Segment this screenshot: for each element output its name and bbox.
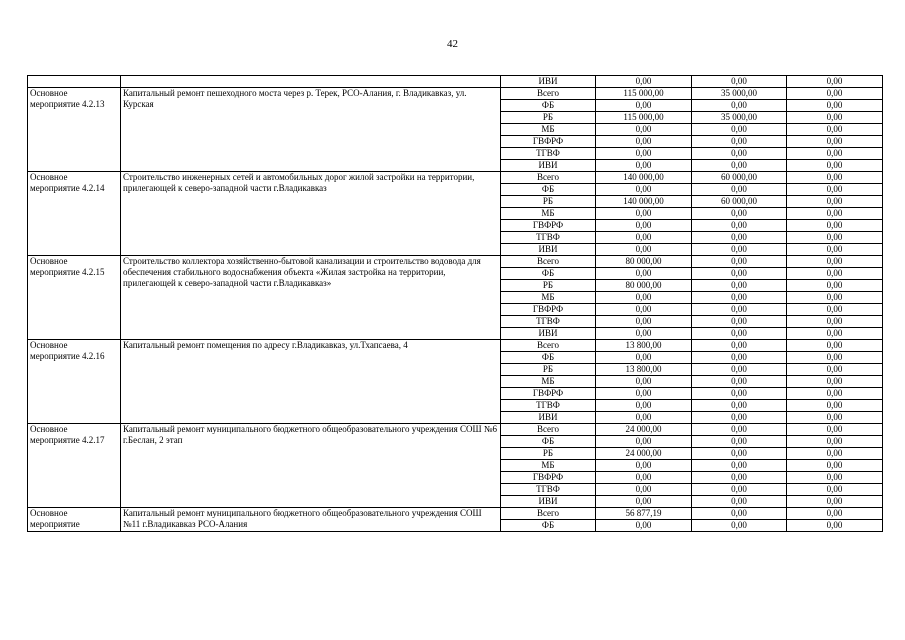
amount-2: 0,00 <box>692 412 787 424</box>
amount-2: 0,00 <box>692 460 787 472</box>
amount-1: 115 000,00 <box>596 112 692 124</box>
amount-2: 35 000,00 <box>692 112 787 124</box>
table-row <box>28 172 883 184</box>
amount-2: 0,00 <box>692 484 787 496</box>
amount-1: 0,00 <box>596 148 692 160</box>
amount-1: 13 800,00 <box>596 340 692 352</box>
table-row <box>28 340 883 352</box>
amount-1: 140 000,00 <box>596 172 692 184</box>
amount-1: 0,00 <box>596 244 692 256</box>
page-number: 42 <box>447 38 458 50</box>
funding-source: РБ <box>501 364 596 376</box>
funding-source: ИВИ <box>501 328 596 340</box>
funding-source: ИВИ <box>501 496 596 508</box>
amount-3: 0,00 <box>787 244 883 256</box>
amount-1: 140 000,00 <box>596 196 692 208</box>
amount-3: 0,00 <box>787 376 883 388</box>
amount-3: 0,00 <box>787 460 883 472</box>
funding-source: РБ <box>501 196 596 208</box>
funding-source: ТГВФ <box>501 316 596 328</box>
amount-3: 0,00 <box>787 316 883 328</box>
amount-1: 0,00 <box>596 76 692 88</box>
amount-1: 0,00 <box>596 520 692 532</box>
amount-3: 0,00 <box>787 328 883 340</box>
funding-table-body <box>28 76 883 532</box>
funding-source: Всего <box>501 172 596 184</box>
amount-3: 0,00 <box>787 196 883 208</box>
amount-1: 0,00 <box>596 496 692 508</box>
table-row <box>28 76 883 88</box>
amount-2: 60 000,00 <box>692 172 787 184</box>
funding-source: ИВИ <box>501 412 596 424</box>
amount-3: 0,00 <box>787 388 883 400</box>
amount-2: 0,00 <box>692 160 787 172</box>
funding-source: ГВФРФ <box>501 220 596 232</box>
funding-source: Всего <box>501 508 596 520</box>
amount-1: 24 000,00 <box>596 448 692 460</box>
funding-source: РБ <box>501 448 596 460</box>
funding-source: ТГВФ <box>501 148 596 160</box>
amount-2: 0,00 <box>692 520 787 532</box>
activity-name: Строительство коллектора хозяйственно-бытовой канализации и строительство водовода для обеспечения стабильного водоснабжения объекта «Жилая застройка на территории, прилегающей к северо-западной части г.Владикавказ» <box>121 256 501 340</box>
funding-source: ФБ <box>501 100 596 112</box>
amount-2: 0,00 <box>692 316 787 328</box>
amount-1: 0,00 <box>596 208 692 220</box>
amount-3: 0,00 <box>787 364 883 376</box>
activity-code: Основное мероприятие 4.2.13 <box>28 88 121 172</box>
table-row <box>28 88 883 100</box>
funding-source: Всего <box>501 424 596 436</box>
amount-3: 0,00 <box>787 124 883 136</box>
amount-1: 80 000,00 <box>596 256 692 268</box>
amount-3: 0,00 <box>787 436 883 448</box>
amount-1: 0,00 <box>596 232 692 244</box>
funding-source: Всего <box>501 340 596 352</box>
funding-source: ТГВФ <box>501 232 596 244</box>
amount-3: 0,00 <box>787 232 883 244</box>
amount-3: 0,00 <box>787 412 883 424</box>
amount-3: 0,00 <box>787 472 883 484</box>
activity-name: Капитальный ремонт помещения по адресу г.Владикавказ, ул.Тхапсаева, 4 <box>121 340 501 424</box>
amount-1: 0,00 <box>596 376 692 388</box>
amount-2: 0,00 <box>692 124 787 136</box>
continuation-code-cell <box>28 76 121 88</box>
activity-code: Основное мероприятие 4.2.16 <box>28 340 121 424</box>
amount-1: 0,00 <box>596 160 692 172</box>
amount-2: 0,00 <box>692 496 787 508</box>
amount-1: 0,00 <box>596 100 692 112</box>
amount-1: 0,00 <box>596 268 692 280</box>
funding-source: Всего <box>501 88 596 100</box>
funding-source: МБ <box>501 376 596 388</box>
amount-2: 0,00 <box>692 376 787 388</box>
amount-2: 0,00 <box>692 352 787 364</box>
funding-source: ФБ <box>501 184 596 196</box>
amount-2: 0,00 <box>692 448 787 460</box>
funding-source: ГВФРФ <box>501 388 596 400</box>
funding-source: МБ <box>501 124 596 136</box>
activity-code: Основное мероприятие <box>28 508 121 532</box>
amount-3: 0,00 <box>787 148 883 160</box>
amount-1: 0,00 <box>596 316 692 328</box>
funding-source: РБ <box>501 280 596 292</box>
amount-2: 0,00 <box>692 148 787 160</box>
amount-2: 0,00 <box>692 76 787 88</box>
amount-3: 0,00 <box>787 340 883 352</box>
funding-source: МБ <box>501 208 596 220</box>
funding-source: РБ <box>501 112 596 124</box>
activity-code: Основное мероприятие 4.2.14 <box>28 172 121 256</box>
funding-table <box>27 75 883 532</box>
amount-1: 0,00 <box>596 412 692 424</box>
amount-1: 56 877,19 <box>596 508 692 520</box>
amount-2: 0,00 <box>692 136 787 148</box>
amount-3: 0,00 <box>787 208 883 220</box>
funding-source: Всего <box>501 256 596 268</box>
amount-3: 0,00 <box>787 160 883 172</box>
amount-3: 0,00 <box>787 400 883 412</box>
amount-1: 0,00 <box>596 484 692 496</box>
amount-3: 0,00 <box>787 352 883 364</box>
funding-source: ФБ <box>501 520 596 532</box>
amount-1: 0,00 <box>596 136 692 148</box>
amount-2: 0,00 <box>692 184 787 196</box>
funding-source: ФБ <box>501 268 596 280</box>
amount-1: 80 000,00 <box>596 280 692 292</box>
table-row <box>28 508 883 520</box>
funding-source: ТГВФ <box>501 484 596 496</box>
amount-2: 0,00 <box>692 268 787 280</box>
amount-2: 0,00 <box>692 508 787 520</box>
table-row <box>28 424 883 436</box>
activity-name: Строительство инженерных сетей и автомобильных дорог жилой застройки на территории, прилегающей к северо-западной части г.Владикавказ <box>121 172 501 256</box>
amount-3: 0,00 <box>787 424 883 436</box>
amount-3: 0,00 <box>787 268 883 280</box>
amount-3: 0,00 <box>787 520 883 532</box>
continuation-name-cell <box>121 76 501 88</box>
activity-code: Основное мероприятие 4.2.15 <box>28 256 121 340</box>
amount-3: 0,00 <box>787 448 883 460</box>
funding-source: ИВИ <box>501 76 596 88</box>
funding-source: МБ <box>501 460 596 472</box>
amount-1: 0,00 <box>596 352 692 364</box>
amount-3: 0,00 <box>787 136 883 148</box>
amount-1: 0,00 <box>596 184 692 196</box>
amount-2: 0,00 <box>692 328 787 340</box>
funding-source: ФБ <box>501 352 596 364</box>
funding-source: ИВИ <box>501 160 596 172</box>
amount-2: 0,00 <box>692 304 787 316</box>
amount-2: 0,00 <box>692 424 787 436</box>
amount-3: 0,00 <box>787 100 883 112</box>
amount-3: 0,00 <box>787 292 883 304</box>
amount-3: 0,00 <box>787 112 883 124</box>
amount-3: 0,00 <box>787 172 883 184</box>
amount-1: 0,00 <box>596 124 692 136</box>
amount-2: 0,00 <box>692 220 787 232</box>
funding-source: МБ <box>501 292 596 304</box>
amount-3: 0,00 <box>787 304 883 316</box>
amount-2: 0,00 <box>692 364 787 376</box>
amount-2: 0,00 <box>692 292 787 304</box>
amount-3: 0,00 <box>787 280 883 292</box>
activity-name: Капитальный ремонт муниципального бюджетного общеобразовательного учреждения СОШ №11 г.Владикавказ РСО-Алания <box>121 508 501 532</box>
amount-1: 0,00 <box>596 292 692 304</box>
amount-3: 0,00 <box>787 508 883 520</box>
activity-name: Капитальный ремонт пешеходного моста через р. Терек, РСО-Алания, г. Владикавказ, ул. Курская <box>121 88 501 172</box>
table-row <box>28 256 883 268</box>
amount-1: 24 000,00 <box>596 424 692 436</box>
amount-2: 0,00 <box>692 244 787 256</box>
amount-3: 0,00 <box>787 220 883 232</box>
amount-2: 35 000,00 <box>692 88 787 100</box>
amount-2: 0,00 <box>692 280 787 292</box>
amount-3: 0,00 <box>787 76 883 88</box>
amount-1: 0,00 <box>596 388 692 400</box>
amount-2: 0,00 <box>692 100 787 112</box>
funding-source: ИВИ <box>501 244 596 256</box>
amount-1: 0,00 <box>596 400 692 412</box>
amount-1: 13 800,00 <box>596 364 692 376</box>
amount-2: 60 000,00 <box>692 196 787 208</box>
funding-source: ГВФРФ <box>501 472 596 484</box>
amount-1: 0,00 <box>596 472 692 484</box>
amount-2: 0,00 <box>692 232 787 244</box>
amount-1: 0,00 <box>596 220 692 232</box>
amount-2: 0,00 <box>692 340 787 352</box>
activity-name: Капитальный ремонт муниципального бюджетного общеобразовательного учреждения СОШ №6 г.Беслан, 2 этап <box>121 424 501 508</box>
amount-3: 0,00 <box>787 184 883 196</box>
amount-1: 0,00 <box>596 304 692 316</box>
funding-source: ФБ <box>501 436 596 448</box>
funding-source: ГВФРФ <box>501 136 596 148</box>
amount-3: 0,00 <box>787 256 883 268</box>
amount-2: 0,00 <box>692 472 787 484</box>
amount-2: 0,00 <box>692 388 787 400</box>
amount-1: 0,00 <box>596 460 692 472</box>
amount-3: 0,00 <box>787 496 883 508</box>
amount-3: 0,00 <box>787 484 883 496</box>
amount-1: 0,00 <box>596 328 692 340</box>
amount-2: 0,00 <box>692 436 787 448</box>
amount-3: 0,00 <box>787 88 883 100</box>
funding-source: ТГВФ <box>501 400 596 412</box>
funding-source: ГВФРФ <box>501 304 596 316</box>
amount-1: 115 000,00 <box>596 88 692 100</box>
activity-code: Основное мероприятие 4.2.17 <box>28 424 121 508</box>
amount-1: 0,00 <box>596 436 692 448</box>
amount-2: 0,00 <box>692 400 787 412</box>
amount-2: 0,00 <box>692 256 787 268</box>
amount-2: 0,00 <box>692 208 787 220</box>
